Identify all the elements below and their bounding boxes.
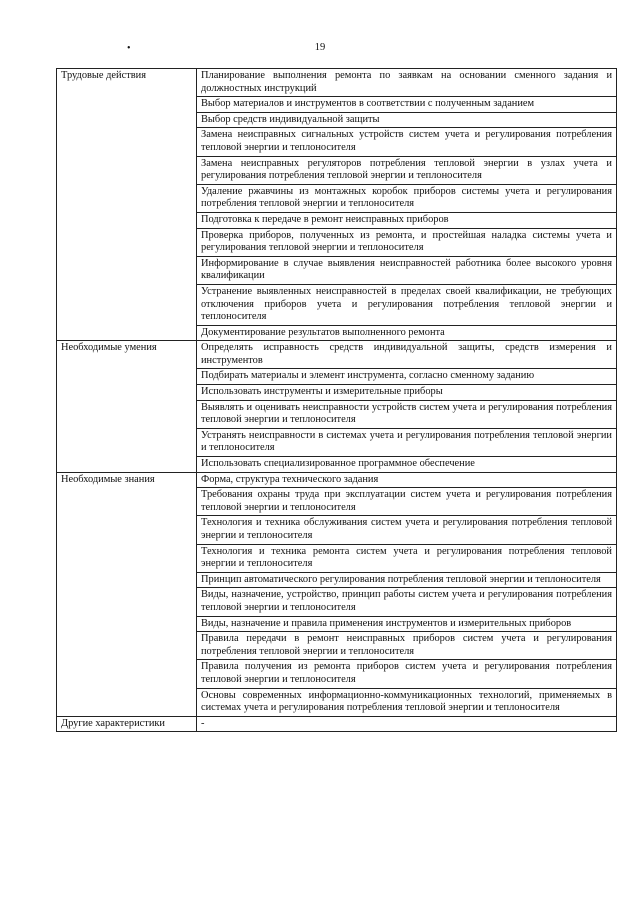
- section-item: Определять исправность средств индивидуальной защиты, средств измерения и инструментов: [197, 341, 617, 369]
- stray-mark: •: [127, 43, 131, 54]
- competency-table-body: [57, 69, 617, 732]
- section-item: Выбор материалов и инструментов в соответствии с полученным заданием: [197, 97, 617, 113]
- section-item: Выявлять и оценивать неисправности устройств систем учета и регулирования потребления тепловой энергии и теплоносителя: [197, 400, 617, 428]
- section-item: Технология и техника ремонта систем учета и регулирования потребления тепловой энергии и теплоносителя: [197, 544, 617, 572]
- section-label: Другие характеристики: [57, 716, 197, 732]
- section-item: Использовать инструменты и измерительные приборы: [197, 385, 617, 401]
- table-row: [57, 341, 617, 369]
- section-item: Форма, структура технического задания: [197, 472, 617, 488]
- section-item: Планирование выполнения ремонта по заявкам на основании сменного задания и должностных инструкций: [197, 69, 617, 97]
- table-row: [57, 716, 617, 732]
- section-item: Проверка приборов, полученных из ремонта, и простейшая наладка системы учета и регулирования тепловой энергии и теплоносителя: [197, 228, 617, 256]
- section-item: Удаление ржавчины из монтажных коробок приборов системы учета и регулирования потребления тепловой энергии и теплоносителя: [197, 184, 617, 212]
- page-number: 19: [314, 42, 326, 53]
- section-item: Технология и техника обслуживания систем учета и регулирования потребления тепловой энергии и теплоносителя: [197, 516, 617, 544]
- section-label: Необходимые знания: [57, 472, 197, 716]
- section-item: Требования охраны труда при эксплуатации систем учета и регулирования потребления тепловой энергии и теплоносителя: [197, 488, 617, 516]
- section-item: Виды, назначение, устройство, принцип работы систем учета и регулирования потребления тепловой энергии и теплоносителя: [197, 588, 617, 616]
- section-item: -: [197, 716, 617, 732]
- section-item: Информирование в случае выявления неисправностей работника более высокого уровня квалификации: [197, 256, 617, 284]
- section-label: Необходимые умения: [57, 341, 197, 472]
- section-item: Устранение выявленных неисправностей в пределах своей квалификации, не требующих отключения приборов учета и регулирования потребления тепловой энергии и теплоносителя: [197, 284, 617, 325]
- section-item: Правила получения из ремонта приборов систем учета и регулирования потребления тепловой энергии и теплоносителя: [197, 660, 617, 688]
- competency-table: [56, 68, 617, 732]
- section-item: Использовать специализированное программное обеспечение: [197, 457, 617, 473]
- table-row: [57, 69, 617, 97]
- section-item: Документирование результатов выполненного ремонта: [197, 325, 617, 341]
- section-label: Трудовые действия: [57, 69, 197, 341]
- section-item: Выбор средств индивидуальной защиты: [197, 112, 617, 128]
- section-item: Подготовка к передаче в ремонт неисправных приборов: [197, 212, 617, 228]
- section-item: Правила передачи в ремонт неисправных приборов систем учета и регулирования потребления тепловой энергии и теплоносителя: [197, 632, 617, 660]
- section-item: Подбирать материалы и элемент инструмента, согласно сменному заданию: [197, 369, 617, 385]
- section-item: Замена неисправных регуляторов потребления тепловой энергии в узлах учета и регулирования потребления тепловой энергии и теплоносителя: [197, 156, 617, 184]
- section-item: Основы современных информационно-коммуникационных технологий, применяемых в системах учета и регулирования потребления тепловой энергии и теплоносителя: [197, 688, 617, 716]
- table-row: [57, 472, 617, 488]
- section-item: Замена неисправных сигнальных устройств систем учета и регулирования потребления тепловой энергии и теплоносителя: [197, 128, 617, 156]
- section-item: Устранять неисправности в системах учета и регулирования потребления тепловой энергии и теплоносителя: [197, 428, 617, 456]
- section-item: Принцип автоматического регулирования потребления тепловой энергии и теплоносителя: [197, 572, 617, 588]
- section-item: Виды, назначение и правила применения инструментов и измерительных приборов: [197, 616, 617, 632]
